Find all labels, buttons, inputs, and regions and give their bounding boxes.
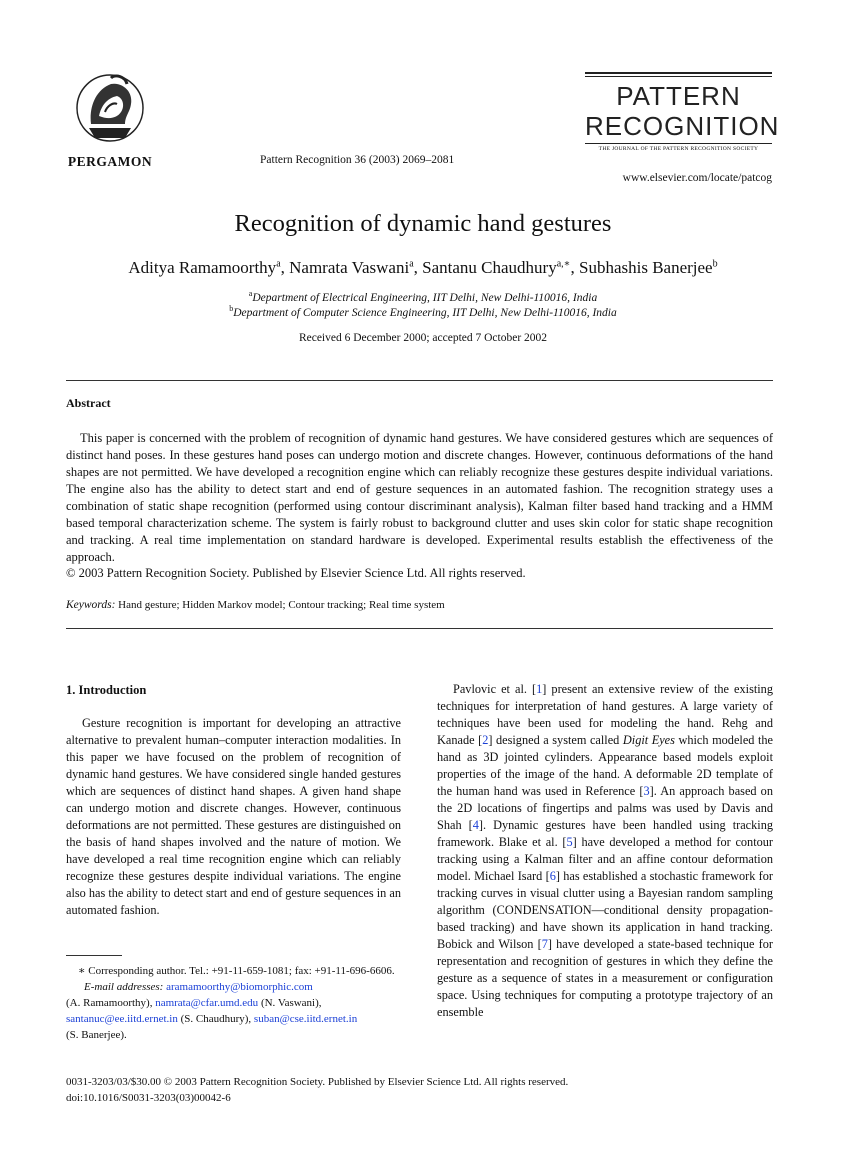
journal-url[interactable]: www.elsevier.com/locate/patcog	[622, 172, 772, 184]
publisher-logo	[62, 72, 158, 170]
author-sep: ,	[413, 258, 423, 277]
body-text: ]. An approach based on the 2D locations of fingertips and palms was used by Davis and Shah [	[437, 784, 773, 832]
body-text: ] designed a system called	[488, 733, 623, 747]
author-sup: a	[276, 258, 281, 270]
rule-divider	[66, 380, 773, 381]
brand-rule	[585, 72, 772, 74]
author-name: Santanu Chaudhury	[422, 258, 557, 277]
body-text: Pavlovic et al. [	[453, 682, 537, 696]
affiliation-text: Department of Computer Science Engineering, IIT Delhi, New Delhi-110016, India	[233, 306, 617, 319]
author-name: Subhashis Banerjee	[578, 258, 713, 277]
related-work-paragraph	[437, 681, 773, 1021]
body-text: which modeled the hand as 3D jointed cylinders. Appearance based models exploit properties of the image of the hand. A deformable 2D template of the human hand was used in Reference [	[437, 733, 773, 798]
received-dates: Received 6 December 2000; accepted 7 October 2002	[298, 332, 548, 344]
abstract-text: This paper is concerned with the problem of recognition of dynamic hand gestures. We have considered gestures which are sequences of distinct hand poses. In these gestures hand poses can undergo motion and discrete changes. However, continuous deformations of the hand shapes are not permitted. We have developed a recognition engine which can reliably recognize these gestures despite individual variations. The engine also has the ability to detect start and end of gesture sequences in an automated fashion. The recognition strategy uses a combination of static shape recognition (performed using contour discriminant analysis), Kalman filter based hand tracking and a HMM based temporal characterization scheme. The system is fairly robust to background clutter and uses skin color for static shape recognition and tracking. A real time implementation on standard hardware is developed. Experimental results establish the effectiveness of the approach.	[66, 431, 773, 564]
body-text: ] present an extensive review of the existing techniques for interpretation of hand gestures. A large variety of techniques have been used for modeling the hand. Rehg and Kanade [	[437, 682, 773, 747]
email-link[interactable]: aramamoorthy@biomorphic.com	[166, 981, 313, 993]
section-heading: 1. Introduction	[66, 683, 147, 697]
intro-paragraph: Gesture recognition is important for developing an attractive alternative to prevalent human–computer interaction modalities. In this paper we have focused on the problem of recognition of dynamic hand gestures. We have considered single handed gestures which are sequences of distinct hand shapes. A given hand shape can undergo motion and discrete changes. However, continuous deformations are not permitted. These gestures are distinguished on the basis of hand shapes involved and the nature of motion. We have developed a real time recognition engine which can reliably recognize these gestures despite individual variations. The engine also has the ability to detect start and end of gesture sequences in an automated fashion.	[66, 716, 401, 917]
email-line	[66, 1011, 401, 1027]
email-link[interactable]: namrata@cfar.umd.edu	[155, 997, 259, 1009]
body-text: ]. Dynamic gestures have been handled using tracking framework. Blake et al. [	[437, 818, 773, 849]
issn-copyright: 0031-3203/03/$30.00 © 2003 Pattern Recognition Society. Published by Elsevier Science Ltd. All rights reserved.	[66, 1076, 569, 1088]
pergamon-helmet-icon	[75, 72, 145, 150]
publisher-name: PERGAMON	[67, 154, 153, 169]
author-sup: a	[409, 258, 414, 270]
email-owner: (N. Vaswani),	[260, 997, 322, 1009]
journal-reference: Pattern Recognition 36 (2003) 2069–2081	[260, 154, 455, 166]
abstract-heading: Abstract	[66, 396, 111, 410]
citation-link[interactable]: 4	[472, 818, 479, 832]
author-name: Namrata Vaswani	[289, 258, 410, 277]
footnote	[66, 963, 401, 1043]
paper-title: Recognition of dynamic hand gestures	[234, 210, 612, 237]
body-text: ] have developed a method for contour tracking using a Kalman filter and an affine contour deformation model. Michael Isard [	[437, 835, 774, 883]
brand-rule-thin	[585, 76, 772, 77]
citation-link[interactable]: 7	[541, 937, 548, 951]
email-owner: (S. Chaudhury),	[180, 1013, 252, 1025]
body-text: ] have developed a state-based technique for representation and recognition of gestures in which they define the gesture as a sequence of states in a measurement or configuration space. Using techniques for computing a prototype trajectory of an ensemble	[437, 937, 773, 1019]
citation-link[interactable]: 2	[482, 733, 489, 747]
author-sep: ,	[570, 258, 579, 277]
email-line	[66, 995, 401, 1011]
brand-line2: RECOGNITION	[585, 111, 780, 141]
email-owner: (S. Banerjee).	[66, 1029, 127, 1041]
keywords	[66, 599, 445, 611]
author-sup: a,∗	[556, 258, 571, 270]
email-link[interactable]: suban@cse.iitd.ernet.in	[253, 1013, 358, 1025]
citation-link[interactable]: 1	[536, 682, 543, 696]
affiliation-text: Department of Electrical Engineering, IIT Delhi, New Delhi-110016, India	[252, 291, 598, 304]
abstract-copyright: © 2003 Pattern Recognition Society. Published by Elsevier Science Ltd. All rights reserved.	[66, 566, 526, 580]
email-label: E-mail addresses:	[84, 981, 164, 993]
author-list	[0, 258, 846, 278]
affiliation-a	[0, 289, 846, 304]
keywords-text: Hand gesture; Hidden Markov model; Contour tracking; Real time system	[118, 599, 445, 611]
body-text: ] has established a stochastic framework for tracking curves in visual clutter using a Bayesian random sampling algorithm (CONDENSATION—conditional density propagation-based tracking) and have shown its application in hand tracking. Bobick and Wilson [	[437, 869, 773, 951]
author-sep: ,	[280, 258, 290, 277]
citation-link[interactable]: 3	[643, 784, 650, 798]
footnote-rule	[66, 955, 122, 956]
doi: doi:10.1016/S0031-3203(03)00042-6	[66, 1092, 231, 1104]
author-sup: b	[712, 258, 718, 270]
journal-brand	[585, 72, 780, 152]
brand-tagline: THE JOURNAL OF THE PATTERN RECOGNITION SOCIETY	[585, 143, 772, 152]
citation-link[interactable]: 6	[549, 869, 556, 883]
affiliation-sup: a	[248, 289, 253, 298]
page-footer	[66, 1074, 568, 1106]
brand-line1: PATTERN	[616, 81, 741, 111]
keywords-label: Keywords:	[66, 599, 116, 611]
emphasis-text: Digit Eyes	[622, 733, 675, 747]
affiliation-b	[0, 304, 846, 319]
email-addresses	[66, 979, 401, 995]
affiliation-sup: b	[229, 304, 234, 313]
corresponding-author: ∗ Corresponding author. Tel.: +91-11-659-1081; fax: +91-11-696-6606.	[78, 965, 395, 977]
email-link[interactable]: santanuc@ee.iitd.ernet.in	[66, 1013, 178, 1025]
rule-divider	[66, 628, 773, 629]
citation-link[interactable]: 5	[566, 835, 573, 849]
author-name: Aditya Ramamoorthy	[128, 258, 277, 277]
email-owner: (A. Ramamoorthy),	[66, 997, 153, 1009]
